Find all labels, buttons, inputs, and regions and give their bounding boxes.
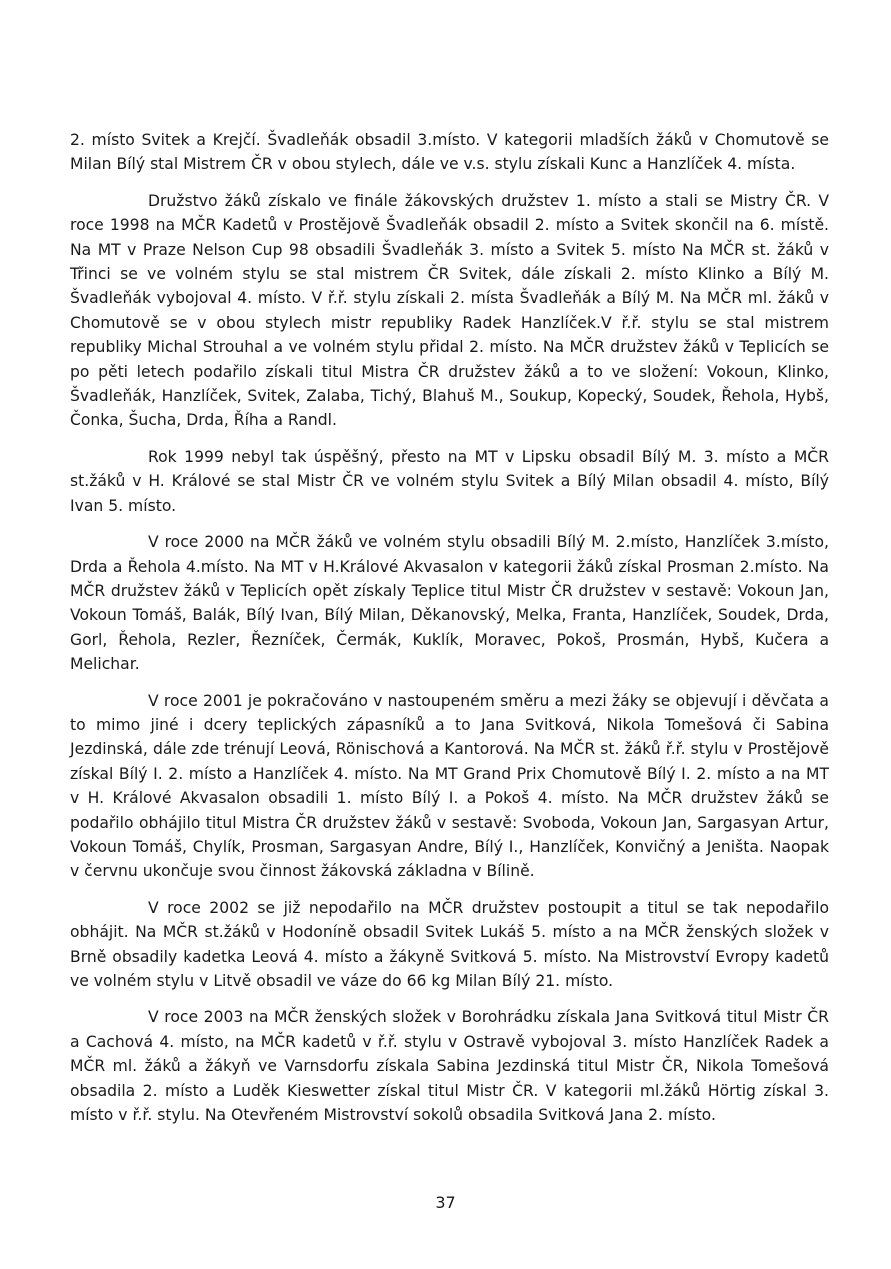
paragraph-5: V roce 2001 je pokračováno v nastoupeném směru a mezi žáky se objevují i děvčata a to mimo jiné i dcery teplických zápasníků a to Jana Svitková, Nikola Tomešová či Sabina Jezdinská, dále zde trénují Leová, Rönischová a Kantorová. Na MČR st. žáků ř.ř. stylu v Prostějově získal Bílý I. 2. místo a Hanzlíček 4. místo. Na MT Grand Prix Chomutově Bílý I. 2. místo a na MT v H. Králové Akvasalon obsadili 1. místo Bílý I. a Pokoš 4. místo. Na MČR družstev žáků se podařilo obhájilo titul Mistra ČR družstev žáků v sestavě: Svoboda, Vokoun Jan, Sargasyan Artur, Vokoun Tomáš, Chylík, Prosman, Sargasyan Andre, Bílý I., Hanzlíček, Konvičný a Jeništa. Naopak v červnu ukončuje svou činnost žákovská základna v Bílině.	[70, 691, 829, 881]
paragraph-7: V roce 2003 na MČR ženských složek v Borohrádku získala Jana Svitková titul Mistr ČR a Cachová 4. místo, na MČR kadetů v ř.ř. stylu v Ostravě vybojoval 3. místo Hanzlíček Radek a MČR ml. žáků a žákyň ve Varnsdorfu získala Sabina Jezdinská titul Mistr ČR, Nikola Tomešová obsadila 2. místo a Luděk Kieswetter získal titul Mistr ČR. V kategorii ml.žáků Hörtig získal 3. místo v ř.ř. stylu. Na Otevřeném Mistrovství sokolů obsadila Svitková Jana 2. místo.	[70, 1008, 829, 1125]
paragraph-3: Rok 1999 nebyl tak úspěšný, přesto na MT v Lipsku obsadil Bílý M. 3. místo a MČR st.žáků v H. Králové se stal Mistr ČR ve volném stylu Svitek a Bílý Milan obsadil 4. místo, Bílý Ivan 5. místo.	[70, 447, 829, 515]
paragraph-1: 2. místo Svitek a Krejčí. Švadleňák obsadil 3.místo. V kategorii mladších žáků v Chomutově se Milan Bílý stal Mistrem ČR v obou stylech, dále ve v.s. stylu získali Kunc a Hanzlíček 4. místa.	[70, 131, 829, 174]
page-body	[70, 128, 829, 1139]
paragraph-4: V roce 2000 na MČR žáků ve volném stylu obsadili Bílý M. 2.místo, Hanzlíček 3.místo, Drda a Řehola 4.místo. Na MT v H.Králové Akvasalon v kategorii žáků získal Prosman 2.místo. Na MČR družstev žáků v Teplicích opět získaly Teplice titul Mistr ČR družstev v sestavě: Vokoun Jan, Vokoun Tomáš, Balák, Bílý Ivan, Bílý Milan, Děkanovský, Melka, Franta, Hanzlíček, Soudek, Drda, Gorl, Řehola, Rezler, Řezníček, Čermák, Kuklík, Moravec, Pokoš, Prosmán, Hybš, Kučera a Melichar.	[70, 533, 829, 674]
page-number: 37	[435, 1193, 456, 1212]
paragraph-6: V roce 2002 se již nepodařilo na MČR družstev postoupit a titul se tak nepodařilo obhájit. Na MČR st.žáků v Hodoníně obsadil Svitek Lukáš 5. místo a na MČR ženských složek v Brně obsadily kadetka Leová 4. místo a žákyně Svitková 5. místo. Na Mistrovství Evropy kadetů ve volném stylu v Litvě obsadil ve váze do 66 kg Milan Bílý 21. místo.	[70, 898, 829, 990]
paragraph-2: Družstvo žáků získalo ve finále žákovských družstev 1. místo a stali se Mistry ČR. V roce 1998 na MČR Kadetů v Prostějově Švadleňák obsadil 2. místo a Svitek skončil na 6. místě. Na MT v Praze Nelson Cup 98 obsadili Švadleňák 3. místo a Svitek 5. místo Na MČR st. žáků v Třinci se ve volném stylu se stal mistrem ČR Svitek, dále získali 2. místo Klinko a Bílý M. Švadleňák vybojoval 4. místo. V ř.ř. stylu získali 2. místa Švadleňák a Bílý M. Na MČR ml. žáků v Chomutově se v obou stylech mistr republiky Radek Hanzlíček.V ř.ř. stylu se stal mistrem republiky Michal Strouhal a ve volném stylu přidal 2. místo. Na MČR družstev žáků v Teplicích se po pěti letech podařilo získali titul Mistra ČR družstev žáků a to ve složení: Vokoun, Klinko, Švadleňák, Hanzlíček, Svitek, Zalaba, Tichý, Blahuš M., Soukup, Kopecký, Soudek, Řehola, Hybš, Čonka, Šucha, Drda, Říha a Randl.	[70, 191, 829, 430]
